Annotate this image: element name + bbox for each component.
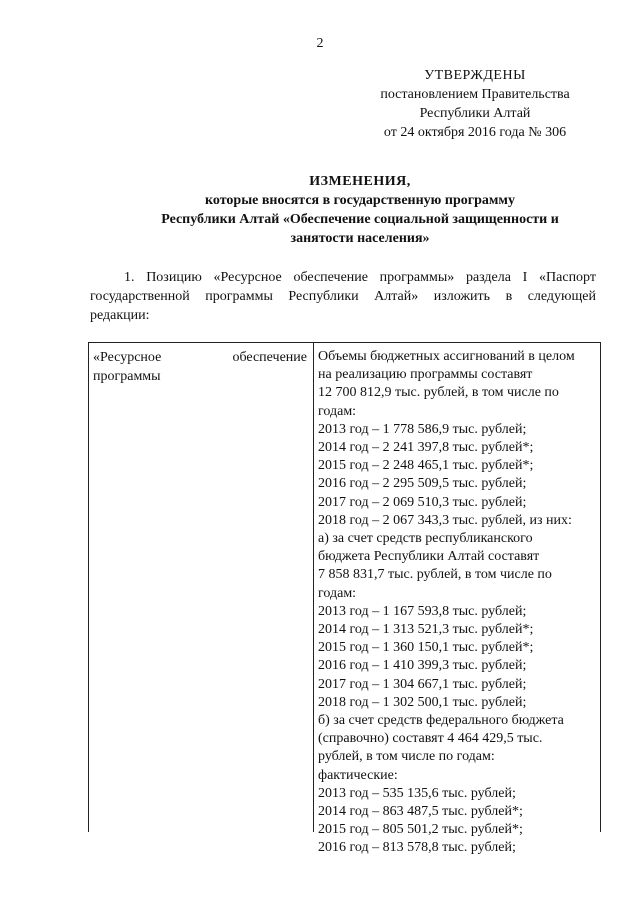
funding-line: 2018 год – 2 067 343,3 тыс. рублей, из них:	[318, 512, 572, 528]
funding-line: 2016 год – 2 295 509,5 тыс. рублей;	[318, 476, 527, 492]
funding-line: 2013 год – 535 135,6 тыс. рублей;	[318, 785, 516, 801]
intro-line: редакции:	[90, 308, 150, 323]
funding-line: а) за счет средств республиканского	[318, 531, 533, 547]
funding-line: 2018 год – 1 302 500,1 тыс. рублей;	[318, 694, 527, 710]
funding-line: 2013 год – 1 167 593,8 тыс. рублей;	[318, 603, 527, 619]
funding-line: 2015 год – 2 248 465,1 тыс. рублей*;	[318, 458, 534, 474]
funding-line: 2014 год – 863 487,5 тыс. рублей*;	[318, 804, 523, 820]
funding-line: фактические:	[318, 767, 398, 783]
table-cell-position	[93, 348, 307, 386]
resource-table	[88, 342, 601, 856]
approval-line: от 24 октября 2016 года № 306	[383, 125, 567, 140]
intro-paragraph	[90, 268, 596, 325]
approval-line: постановлением Правительства	[380, 87, 570, 102]
approval-stamp	[360, 66, 590, 142]
heading-line: занятости населения»	[290, 231, 430, 246]
position-word: обеспечение	[232, 350, 307, 365]
funding-line: годам:	[318, 403, 357, 419]
funding-line: 2015 год – 805 501,2 тыс. рублей*;	[318, 822, 523, 838]
funding-line: 2014 год – 1 313 521,3 тыс. рублей*;	[318, 622, 534, 638]
table-column-divider	[313, 343, 314, 832]
funding-line: на реализацию программы составят	[318, 367, 533, 383]
funding-line: бюджета Республики Алтай составят	[318, 549, 540, 565]
approval-title: УТВЕРЖДЕНЫ	[424, 68, 526, 83]
funding-line: б) за счет средств федерального бюджета	[318, 713, 564, 729]
funding-line: 2017 год – 2 069 510,3 тыс. рублей;	[318, 494, 527, 510]
funding-line: 2016 год – 1 410 399,3 тыс. рублей;	[318, 658, 527, 674]
heading-line: Республики Алтай «Обеспечение социальной защищенности и	[161, 212, 559, 227]
funding-line: 2017 год – 1 304 667,1 тыс. рублей;	[318, 676, 527, 692]
funding-line: 12 700 812,9 тыс. рублей, в том числе по	[318, 385, 559, 401]
approval-line: Республики Алтай	[419, 106, 531, 121]
position-line: программы	[93, 369, 161, 384]
table-cell-funding	[318, 348, 598, 858]
heading-title: ИЗМЕНЕНИЯ,	[309, 174, 411, 189]
intro-line: 1. Позицию «Ресурсное обеспечение программы» раздела I «Паспорт	[124, 270, 596, 285]
funding-line: 2013 год – 1 778 586,9 тыс. рублей;	[318, 421, 527, 437]
heading-line: которые вносятся в государственную программу	[205, 193, 515, 208]
document-heading	[90, 172, 630, 248]
page-number: 2	[316, 36, 324, 51]
funding-line: (справочно) составят 4 464 429,5 тыс.	[318, 731, 543, 747]
funding-line: годам:	[318, 585, 357, 601]
funding-line: Объемы бюджетных ассигнований в целом	[318, 349, 575, 364]
funding-line: 2014 год – 2 241 397,8 тыс. рублей*;	[318, 440, 534, 456]
funding-line: 2015 год – 1 360 150,1 тыс. рублей*;	[318, 640, 534, 656]
funding-line: рублей, в том числе по годам:	[318, 749, 495, 765]
intro-line: государственной программы Республики Алтай» изложить в следующей	[90, 289, 596, 304]
funding-line: 7 858 831,7 тыс. рублей, в том числе по	[318, 567, 552, 583]
funding-line: 2016 год – 813 578,8 тыс. рублей;	[318, 840, 516, 856]
position-word: «Ресурсное	[93, 350, 162, 365]
